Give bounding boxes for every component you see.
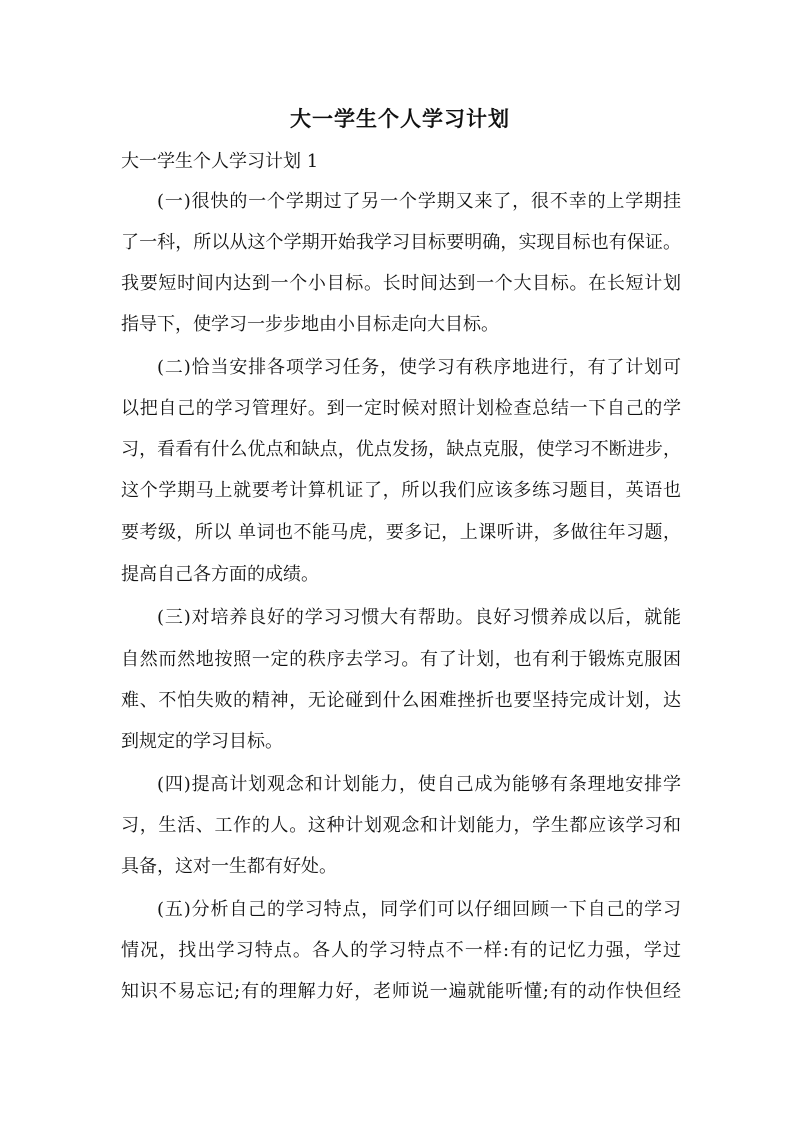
paragraph-2-line: 要考级，所以 单词也不能马虎，要多记，上课听讲，多做往年习题， <box>121 522 681 543</box>
paragraph-2-line: 这个学期马上就要考计算机证了，所以我们应该多练习题目，英语也 <box>121 480 681 501</box>
paragraph-5-line: 情况，找出学习特点。各人的学习特点不一样:有的记忆力强，学过 <box>121 940 681 961</box>
paragraph-2-line: 习，看看有什么优点和缺点，优点发扬，缺点克服，使学习不断进步， <box>121 439 681 460</box>
paragraph-4-line: 习，生活、工作的人。这种计划观念和计划能力，学生都应该学习和 <box>121 815 681 836</box>
paragraph-3-line: 难、不怕失败的精神，无论碰到什么困难挫折也要坚持完成计划，达 <box>121 690 681 711</box>
paragraph-5-line: (五)分析自己的学习特点，同学们可以仔细回顾一下自己的学习 <box>157 899 681 920</box>
paragraph-2-line: 提高自己各方面的成绩。 <box>121 564 319 585</box>
paragraph-1-line: (一)很快的一个学期过了另一个学期又来了，很不幸的上学期挂 <box>157 191 681 212</box>
paragraph-1-line: 了一科，所以从这个学期开始我学习目标要明确，实现目标也有保证。 <box>121 232 681 253</box>
document-subtitle: 大一学生个人学习计划 1 <box>121 151 319 172</box>
document-title: 大一学生个人学习计划 <box>290 106 510 131</box>
paragraph-2-line: (二)恰当安排各项学习任务，使学习有秩序地进行，有了计划可 <box>157 357 681 378</box>
paragraph-3-line: 到规定的学习目标。 <box>121 731 283 752</box>
paragraph-1-line: 指导下，使学习一步步地由小目标走向大目标。 <box>121 314 499 335</box>
paragraph-5-line: 知识不易忘记;有的理解力好，老师说一遍就能听懂;有的动作快但经 <box>121 981 681 1002</box>
paragraph-2-line: 以把自己的学习管理好。到一定时候对照计划检查总结一下自己的学 <box>121 398 681 419</box>
paragraph-3-line: 自然而然地按照一定的秩序去学习。有了计划，也有利于锻炼克服困 <box>121 649 681 670</box>
paragraph-1-line: 我要短时间内达到一个小目标。长时间达到一个大目标。在长短计划 <box>121 273 681 294</box>
paragraph-3-line: (三)对培养良好的学习习惯大有帮助。良好习惯养成以后，就能 <box>157 607 681 628</box>
paragraph-4-line: 具备，这对一生都有好处。 <box>121 856 337 877</box>
paragraph-4-line: (四)提高计划观念和计划能力，使自己成为能够有条理地安排学 <box>157 774 681 795</box>
